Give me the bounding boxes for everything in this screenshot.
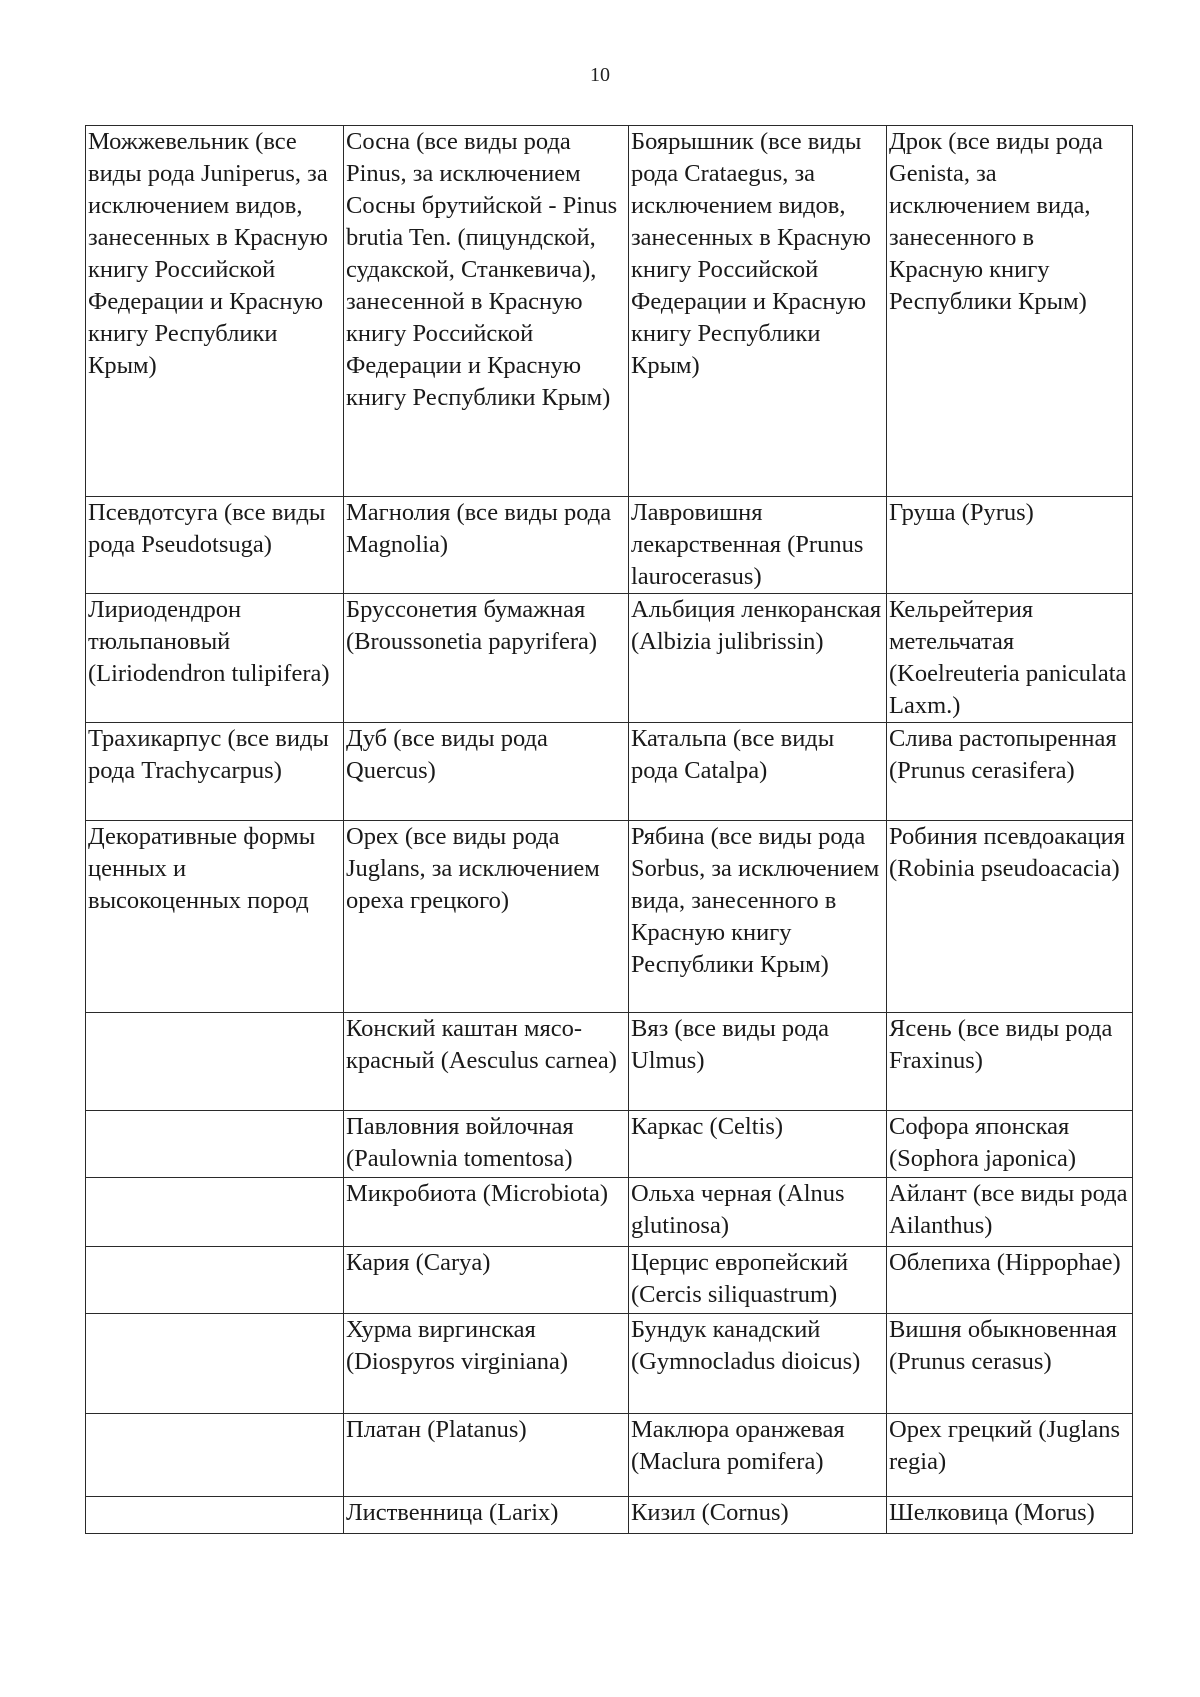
table-cell xyxy=(86,1414,344,1497)
table-row xyxy=(86,723,1133,821)
table-row xyxy=(86,821,1133,1013)
table-cell: Ясень (все виды рода Fraxinus) xyxy=(887,1013,1133,1111)
table-row xyxy=(86,497,1133,594)
table-cell: Шелковица (Morus) xyxy=(887,1497,1133,1534)
species-table-body xyxy=(86,126,1133,1534)
table-cell: Платан (Platanus) xyxy=(344,1414,629,1497)
table-cell: Облепиха (Hippophae) xyxy=(887,1247,1133,1314)
table-row xyxy=(86,1247,1133,1314)
table-cell: Микробиота (Microbiota) xyxy=(344,1178,629,1247)
table-cell: Катальпа (все виды рода Catalpa) xyxy=(629,723,887,821)
table-cell: Каркас (Celtis) xyxy=(629,1111,887,1178)
table-row xyxy=(86,1497,1133,1534)
table-cell: Конский каштан мясо-красный (Aesculus carnea) xyxy=(344,1013,629,1111)
table-cell: Вяз (все виды рода Ulmus) xyxy=(629,1013,887,1111)
table-cell: Айлант (все виды рода Ailanthus) xyxy=(887,1178,1133,1247)
table-cell: Софора японская (Sophora japonica) xyxy=(887,1111,1133,1178)
table-cell: Бундук канадский (Gymnocladus dioicus) xyxy=(629,1314,887,1414)
table-cell: Кизил (Cornus) xyxy=(629,1497,887,1534)
table-cell: Магнолия (все виды рода Magnolia) xyxy=(344,497,629,594)
table-cell: Лириодендрон тюльпановый (Liriodendron tulipifera) xyxy=(86,594,344,723)
table-cell: Орех (все виды рода Juglans, за исключением ореха грецкого) xyxy=(344,821,629,1013)
table-cell: Трахикарпус (все виды рода Trachycarpus) xyxy=(86,723,344,821)
table-cell: Церцис европейский (Cercis siliquastrum) xyxy=(629,1247,887,1314)
table-cell xyxy=(86,1013,344,1111)
table-cell: Вишня обыкновенная (Prunus cerasus) xyxy=(887,1314,1133,1414)
table-row xyxy=(86,1111,1133,1178)
table-cell: Орех грецкий (Juglans regia) xyxy=(887,1414,1133,1497)
table-cell xyxy=(86,1178,344,1247)
table-cell: Лавровишня лекарственная (Prunus laurocerasus) xyxy=(629,497,887,594)
table-cell xyxy=(86,1497,344,1534)
table-cell: Кельрейтерия метельчатая (Koelreuteria paniculata Laxm.) xyxy=(887,594,1133,723)
table-cell: Маклюра оранжевая (Maclura pomifera) xyxy=(629,1414,887,1497)
table-row xyxy=(86,1178,1133,1247)
table-cell: Ольха черная (Alnus glutinosa) xyxy=(629,1178,887,1247)
table-cell: Лиственница (Larix) xyxy=(344,1497,629,1534)
table-cell xyxy=(86,1247,344,1314)
table-cell: Груша (Pyrus) xyxy=(887,497,1133,594)
table-cell: Кария (Carya) xyxy=(344,1247,629,1314)
table-cell: Дрок (все виды рода Genista, за исключением вида, занесенного в Красную книгу Республики Крым) xyxy=(887,126,1133,497)
table-row xyxy=(86,126,1133,497)
table-cell: Сосна (все виды рода Pinus, за исключением Сосны брутийской - Pinus brutia Ten. (пицундской, судакской, Станкевича), занесенной в Красную книгу Российской Федерации и Красную книгу Республики Крым) xyxy=(344,126,629,497)
table-cell: Боярышник (все виды рода Crataegus, за исключением видов, занесенных в Красную книгу Российской Федерации и Красную книгу Республики Крым) xyxy=(629,126,887,497)
table-cell: Робиния псевдоакация (Robinia pseudoacacia) xyxy=(887,821,1133,1013)
table-row xyxy=(86,594,1133,723)
table-cell: Бруссонетия бумажная (Broussonetia papyrifera) xyxy=(344,594,629,723)
table-row xyxy=(86,1414,1133,1497)
table-cell: Можжевельник (все виды рода Juniperus, за исключением видов, занесенных в Красную книгу Российской Федерации и Красную книгу Республики Крым) xyxy=(86,126,344,497)
table-row xyxy=(86,1013,1133,1111)
table-cell: Павловния войлочная (Paulownia tomentosa) xyxy=(344,1111,629,1178)
table-cell: Слива растопыренная (Prunus cerasifera) xyxy=(887,723,1133,821)
species-table xyxy=(85,125,1133,1534)
table-row xyxy=(86,1314,1133,1414)
table-cell: Альбиция ленкоранская (Albizia julibrissin) xyxy=(629,594,887,723)
page-number: 10 xyxy=(590,64,610,86)
table-cell: Рябина (все виды рода Sorbus, за исключением вида, занесенного в Красную книгу Республики Крым) xyxy=(629,821,887,1013)
table-cell: Псевдотсуга (все виды рода Pseudotsuga) xyxy=(86,497,344,594)
table-cell xyxy=(86,1111,344,1178)
table-cell: Дуб (все виды рода Quercus) xyxy=(344,723,629,821)
table-cell xyxy=(86,1314,344,1414)
table-cell: Декоративные формы ценных и высокоценных пород xyxy=(86,821,344,1013)
table-cell: Хурма виргинская (Diospyros virginiana) xyxy=(344,1314,629,1414)
